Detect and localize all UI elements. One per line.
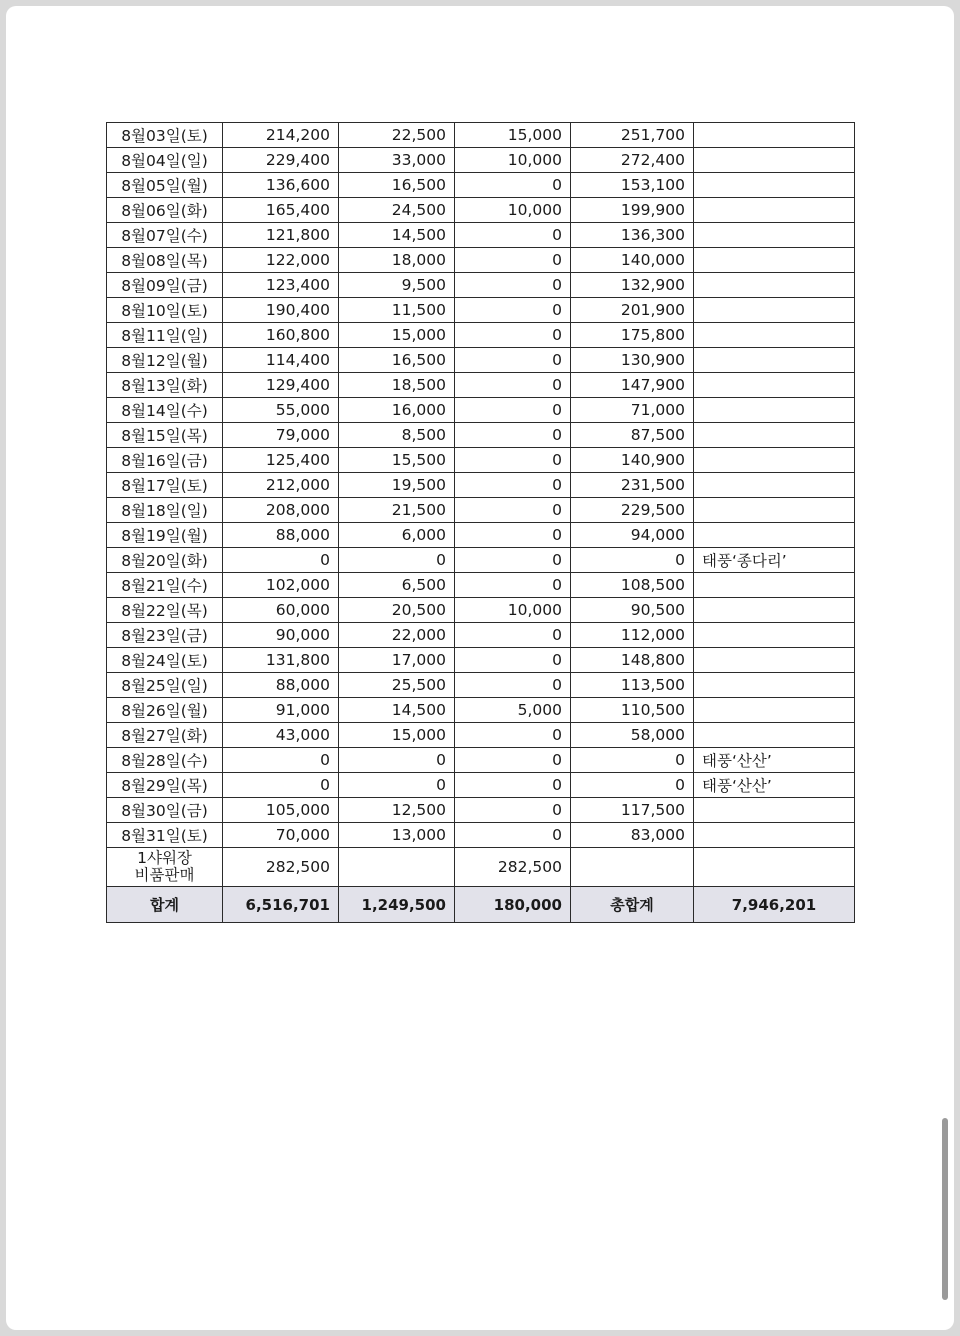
cell-c4: 140,900 [571,448,694,473]
cell-c4: 87,500 [571,423,694,448]
cell-c4: 148,800 [571,648,694,673]
cell-c3: 0 [455,748,571,773]
note-cell [694,198,855,223]
date-cell: 8월27일(화) [107,723,223,748]
cell-c3: 0 [455,323,571,348]
cell-c1: 102,000 [223,573,339,598]
cell-c2: 6,000 [339,523,455,548]
table-row [107,273,855,298]
cell-c1: 160,800 [223,323,339,348]
cell-c3: 0 [455,498,571,523]
date-cell: 8월03일(토) [107,123,223,148]
total-row [107,887,855,923]
cell-c4: 231,500 [571,473,694,498]
table-row [107,548,855,573]
cell-c4: 0 [571,748,694,773]
table-row [107,573,855,598]
note-cell [694,573,855,598]
cell-c2: 22,500 [339,123,455,148]
cell-c3: 0 [455,548,571,573]
cell-c2: 24,500 [339,198,455,223]
extra-cell-c3: 282,500 [455,848,571,887]
note-cell [694,673,855,698]
date-cell: 8월24일(토) [107,648,223,673]
table-row [107,223,855,248]
cell-c2: 16,500 [339,173,455,198]
table-row [107,773,855,798]
cell-c2: 14,500 [339,698,455,723]
note-cell [694,423,855,448]
date-cell: 8월31일(토) [107,823,223,848]
cell-c3: 0 [455,173,571,198]
table-row [107,398,855,423]
cell-c1: 90,000 [223,623,339,648]
date-cell: 8월15일(목) [107,423,223,448]
total-c2: 1,249,500 [339,887,455,923]
total-label: 합계 [107,887,223,923]
note-cell: 태풍‘종다리’ [694,548,855,573]
cell-c2: 25,500 [339,673,455,698]
note-cell [694,223,855,248]
cell-c2: 22,000 [339,623,455,648]
date-cell: 8월18일(일) [107,498,223,523]
cell-c4: 117,500 [571,798,694,823]
cell-c1: 165,400 [223,198,339,223]
cell-c3: 10,000 [455,148,571,173]
note-cell [694,523,855,548]
cell-c4: 83,000 [571,823,694,848]
note-cell [694,348,855,373]
cell-c1: 214,200 [223,123,339,148]
cell-c2: 17,000 [339,648,455,673]
cell-c4: 136,300 [571,223,694,248]
cell-c3: 0 [455,473,571,498]
table-row [107,823,855,848]
cell-c1: 208,000 [223,498,339,523]
cell-c1: 114,400 [223,348,339,373]
date-cell: 8월23일(금) [107,623,223,648]
cell-c4: 132,900 [571,273,694,298]
date-cell: 8월12일(월) [107,348,223,373]
cell-c1: 0 [223,748,339,773]
extra-label [107,848,223,887]
note-cell: 태풍‘산산’ [694,748,855,773]
cell-c2: 13,000 [339,823,455,848]
cell-c2: 16,000 [339,398,455,423]
note-cell [694,398,855,423]
cell-c1: 125,400 [223,448,339,473]
cell-c3: 0 [455,373,571,398]
date-cell: 8월30일(금) [107,798,223,823]
cell-c3: 0 [455,573,571,598]
note-cell [694,823,855,848]
table-row [107,648,855,673]
cell-c3: 0 [455,248,571,273]
cell-c3: 0 [455,623,571,648]
table-row [107,148,855,173]
date-cell: 8월22일(목) [107,598,223,623]
date-cell: 8월06일(화) [107,198,223,223]
note-cell [694,373,855,398]
cell-c2: 11,500 [339,298,455,323]
table-row [107,473,855,498]
cell-c1: 70,000 [223,823,339,848]
cell-c3: 0 [455,523,571,548]
cell-c3: 0 [455,648,571,673]
cell-c4: 199,900 [571,198,694,223]
cell-c2: 15,000 [339,323,455,348]
table-row [107,698,855,723]
cell-c1: 136,600 [223,173,339,198]
table-row [107,598,855,623]
note-cell [694,498,855,523]
date-cell: 8월20일(화) [107,548,223,573]
cell-c4: 94,000 [571,523,694,548]
cell-c4: 113,500 [571,673,694,698]
table-row [107,723,855,748]
date-cell: 8월29일(목) [107,773,223,798]
cell-c2: 0 [339,548,455,573]
cell-c2: 0 [339,748,455,773]
cell-c1: 55,000 [223,398,339,423]
table-row [107,173,855,198]
extra-label-line1: 1샤워장 [137,849,192,867]
date-cell: 8월16일(금) [107,448,223,473]
grand-total-value: 7,946,201 [694,887,855,923]
cell-c3: 10,000 [455,598,571,623]
date-cell: 8월21일(수) [107,573,223,598]
note-cell [694,598,855,623]
note-cell [694,473,855,498]
date-cell: 8월11일(일) [107,323,223,348]
table-row [107,198,855,223]
cell-c4: 108,500 [571,573,694,598]
note-cell [694,173,855,198]
cell-c3: 0 [455,798,571,823]
revenue-table [106,122,855,923]
note-cell [694,323,855,348]
cell-c1: 129,400 [223,373,339,398]
date-cell: 8월26일(월) [107,698,223,723]
cell-c4: 201,900 [571,298,694,323]
cell-c2: 19,500 [339,473,455,498]
cell-c2: 0 [339,773,455,798]
cell-c2: 9,500 [339,273,455,298]
date-cell: 8월14일(수) [107,398,223,423]
cell-c3: 0 [455,273,571,298]
note-cell [694,148,855,173]
note-cell [694,723,855,748]
cell-c3: 15,000 [455,123,571,148]
extra-cell-note [694,848,855,887]
cell-c1: 88,000 [223,523,339,548]
cell-c4: 58,000 [571,723,694,748]
cell-c4: 153,100 [571,173,694,198]
cell-c4: 272,400 [571,148,694,173]
cell-c2: 16,500 [339,348,455,373]
table-row [107,298,855,323]
cell-c1: 122,000 [223,248,339,273]
table-row [107,248,855,273]
note-cell [694,798,855,823]
cell-c1: 190,400 [223,298,339,323]
cell-c2: 18,500 [339,373,455,398]
cell-c4: 140,000 [571,248,694,273]
cell-c1: 105,000 [223,798,339,823]
cell-c3: 0 [455,723,571,748]
extra-cell-c2 [339,848,455,887]
extra-cell-c1: 282,500 [223,848,339,887]
cell-c4: 147,900 [571,373,694,398]
cell-c2: 33,000 [339,148,455,173]
date-cell: 8월10일(토) [107,298,223,323]
cell-c3: 0 [455,348,571,373]
table-row [107,123,855,148]
table-row [107,323,855,348]
table-row [107,748,855,773]
extra-row [107,848,855,887]
cell-c1: 121,800 [223,223,339,248]
date-cell: 8월17일(토) [107,473,223,498]
cell-c2: 14,500 [339,223,455,248]
cell-c4: 229,500 [571,498,694,523]
note-cell [694,123,855,148]
cell-c3: 5,000 [455,698,571,723]
cell-c3: 0 [455,823,571,848]
grand-total-label: 총합계 [571,887,694,923]
date-cell: 8월13일(화) [107,373,223,398]
table-body [107,123,855,923]
cell-c4: 90,500 [571,598,694,623]
date-cell: 8월08일(목) [107,248,223,273]
cell-c2: 8,500 [339,423,455,448]
note-cell: 태풍‘산산’ [694,773,855,798]
date-cell: 8월09일(금) [107,273,223,298]
date-cell: 8월25일(일) [107,673,223,698]
table-row [107,673,855,698]
cell-c1: 123,400 [223,273,339,298]
extra-label-line2: 비품판매 [134,866,195,884]
cell-c1: 60,000 [223,598,339,623]
note-cell [694,448,855,473]
note-cell [694,648,855,673]
cell-c4: 112,000 [571,623,694,648]
cell-c2: 15,500 [339,448,455,473]
cell-c4: 110,500 [571,698,694,723]
date-cell: 8월04일(일) [107,148,223,173]
table-row [107,448,855,473]
scrollbar-thumb[interactable] [942,1118,948,1300]
table-row [107,373,855,398]
cell-c2: 20,500 [339,598,455,623]
cell-c3: 10,000 [455,198,571,223]
cell-c4: 175,800 [571,323,694,348]
cell-c4: 0 [571,548,694,573]
total-c1: 6,516,701 [223,887,339,923]
cell-c1: 43,000 [223,723,339,748]
cell-c3: 0 [455,223,571,248]
cell-c3: 0 [455,448,571,473]
cell-c1: 88,000 [223,673,339,698]
cell-c4: 251,700 [571,123,694,148]
table-row [107,423,855,448]
cell-c2: 6,500 [339,573,455,598]
cell-c3: 0 [455,398,571,423]
cell-c2: 12,500 [339,798,455,823]
cell-c1: 229,400 [223,148,339,173]
table-row [107,498,855,523]
note-cell [694,623,855,648]
cell-c3: 0 [455,673,571,698]
note-cell [694,273,855,298]
cell-c3: 0 [455,773,571,798]
table-row [107,523,855,548]
cell-c2: 15,000 [339,723,455,748]
cell-c4: 130,900 [571,348,694,373]
note-cell [694,248,855,273]
cell-c1: 0 [223,773,339,798]
note-cell [694,298,855,323]
extra-cell-c4 [571,848,694,887]
cell-c1: 79,000 [223,423,339,448]
table-row [107,623,855,648]
table-row [107,348,855,373]
document-page [6,6,954,1330]
date-cell: 8월07일(수) [107,223,223,248]
note-cell [694,698,855,723]
cell-c1: 91,000 [223,698,339,723]
cell-c4: 71,000 [571,398,694,423]
table-row [107,798,855,823]
cell-c1: 212,000 [223,473,339,498]
cell-c2: 18,000 [339,248,455,273]
cell-c4: 0 [571,773,694,798]
date-cell: 8월19일(월) [107,523,223,548]
total-c3: 180,000 [455,887,571,923]
cell-c3: 0 [455,298,571,323]
date-cell: 8월05일(월) [107,173,223,198]
date-cell: 8월28일(수) [107,748,223,773]
cell-c2: 21,500 [339,498,455,523]
cell-c1: 131,800 [223,648,339,673]
cell-c1: 0 [223,548,339,573]
cell-c3: 0 [455,423,571,448]
